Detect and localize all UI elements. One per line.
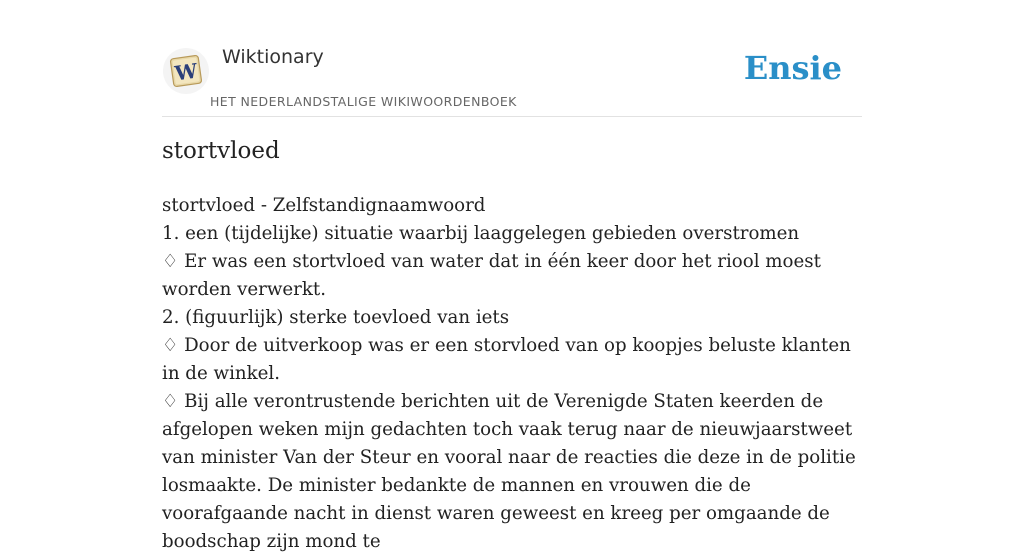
wiktionary-logo-icon[interactable]	[162, 47, 210, 95]
example-1: ♢ Er was een stortvloed van water dat in één keer door het riool moest worden verwerkt.	[162, 251, 821, 300]
entry-title: stortvloed	[162, 138, 280, 164]
example-2: ♢ Door de uitverkoop was er een storvloed van op koopjes beluste klanten in de winkel.	[162, 335, 851, 384]
site-name[interactable]: Wiktionary	[222, 46, 324, 68]
entry-content	[162, 192, 864, 556]
ensie-logo[interactable]: Ensie	[743, 49, 842, 87]
logo-letter: W	[173, 58, 199, 86]
site-header	[162, 44, 862, 117]
definition-1: 1. een (tijdelijke) situatie waarbij laaggelegen gebieden overstromen	[162, 223, 800, 244]
site-tagline: HET NEDERLANDSTALIGE WIKIWOORDENBOEK	[210, 94, 517, 109]
definition-2: 2. (figuurlijk) sterke toevloed van iets	[162, 307, 510, 328]
example-3: ♢ Bij alle verontrustende berichten uit de Verenigde Staten keerden de afgelopen weken mijn gedachten toch vaak terug naar de nieuwjaarstweet van minister Van der Steur en vooral naar de reacties die deze in de politie losmaakte. De minister bedankte de mannen en vrouwen die de voorafgaande nacht in dienst waren geweest en kreeg per omgaande de boodschap zijn mond te	[162, 391, 856, 552]
entry-heading-line: stortvloed - Zelfstandignaamwoord	[162, 195, 486, 216]
